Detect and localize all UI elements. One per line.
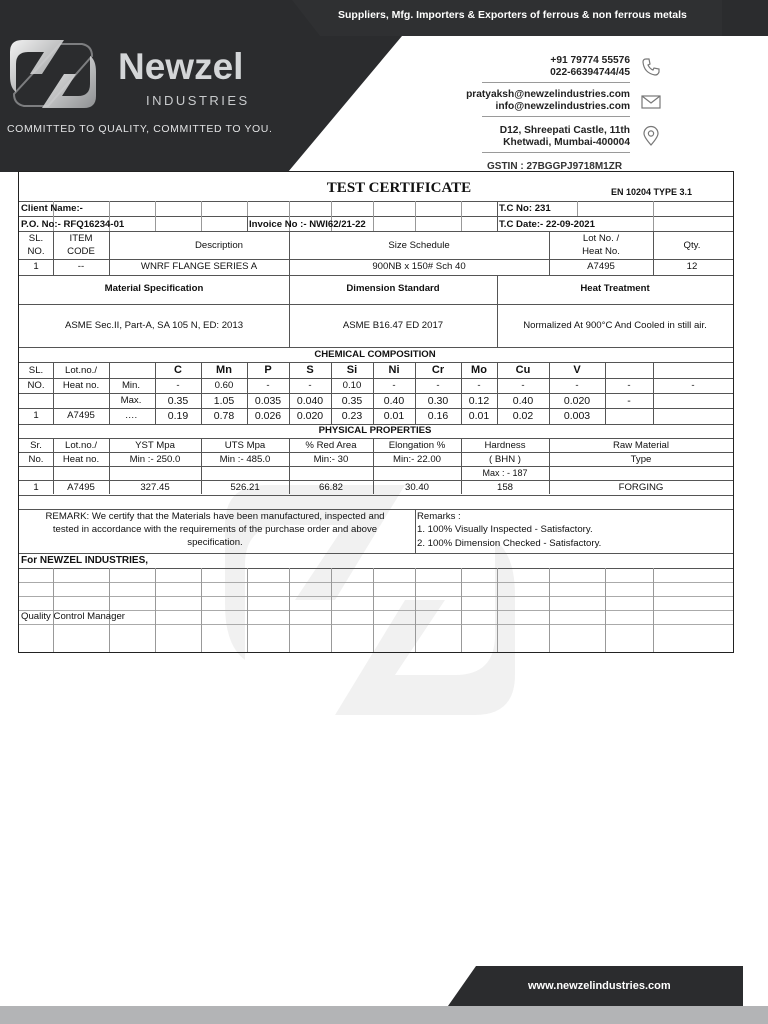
physical-properties-title: PHYSICAL PROPERTIES bbox=[318, 425, 432, 436]
phone-1: +91 79774 55576 bbox=[550, 55, 630, 66]
test-certificate bbox=[18, 171, 734, 653]
phys-elong-min: Min:- 22.00 bbox=[393, 454, 441, 465]
element-v: V bbox=[573, 364, 581, 376]
min-value: - bbox=[627, 380, 631, 391]
col-description: Description bbox=[195, 240, 243, 251]
phys-red-min: Min:- 30 bbox=[313, 454, 349, 465]
item-description: WNRF FLANGE SERIES A bbox=[140, 261, 258, 272]
col-no: NO. bbox=[27, 246, 45, 257]
item-sl: 1 bbox=[33, 261, 39, 272]
col-code: CODE bbox=[67, 246, 95, 257]
min-value: - bbox=[477, 380, 481, 391]
phys-col-elongation: Elongation % bbox=[388, 440, 446, 451]
phys-row-red-area: 66.82 bbox=[318, 482, 344, 493]
item-size: 900NB x 150# Sch 40 bbox=[372, 261, 466, 272]
gstin: GSTIN : 27BGGPJ9718M1ZR bbox=[487, 161, 623, 172]
col-lot: Lot No. / bbox=[582, 233, 620, 244]
remark-item-1: 1. 100% Visually Inspected - Satisfactory. bbox=[417, 524, 593, 535]
mail-icon bbox=[640, 91, 662, 113]
max-value: - bbox=[627, 395, 631, 407]
contact-divider bbox=[482, 152, 630, 153]
dimension-standard-value: ASME B16.47 ED 2017 bbox=[342, 320, 444, 331]
chem-col-sl: SL. bbox=[28, 365, 44, 376]
item-code: -- bbox=[77, 261, 85, 272]
heat-treatment-header: Heat Treatment bbox=[580, 283, 650, 294]
max-value: 0.40 bbox=[512, 395, 534, 407]
phys-col-no: No. bbox=[28, 454, 44, 465]
element-ni: Ni bbox=[388, 364, 400, 376]
phys-col-type: Type bbox=[630, 454, 652, 465]
phys-row-sr: 1 bbox=[33, 482, 39, 493]
min-value: - bbox=[176, 380, 180, 391]
phys-uts-min: Min :- 485.0 bbox=[219, 454, 271, 465]
brand-name: Newzel bbox=[118, 46, 244, 87]
max-value: 0.40 bbox=[383, 395, 405, 407]
remark-text-1: REMARK: We certify that the Materials have been manufactured, inspected and bbox=[45, 511, 385, 522]
phys-row-hardness: 158 bbox=[496, 482, 514, 493]
chemical-composition-title: CHEMICAL COMPOSITION bbox=[314, 349, 436, 360]
chem-col-lot: Lot.no./ bbox=[64, 365, 98, 376]
phys-col-heat: Heat no. bbox=[62, 454, 100, 465]
min-value: - bbox=[392, 380, 396, 391]
company-motto: COMMITTED TO QUALITY, COMMITTED TO YOU. bbox=[7, 123, 273, 135]
material-spec-header: Material Specification bbox=[104, 283, 204, 294]
element-s: S bbox=[306, 364, 314, 376]
phys-yst-min: Min :- 250.0 bbox=[129, 454, 181, 465]
item-qty: 12 bbox=[686, 261, 698, 272]
phys-col-yst: YST Mpa bbox=[135, 440, 175, 451]
footer-website: www.newzelindustries.com bbox=[528, 980, 671, 992]
element-p: P bbox=[264, 364, 272, 376]
remark-item-2: 2. 100% Dimension Checked - Satisfactory. bbox=[417, 538, 602, 549]
heat-treatment-value: Normalized At 900°C And Cooled in still air. bbox=[523, 320, 707, 331]
col-item: ITEM bbox=[69, 233, 93, 244]
result-value: 0.78 bbox=[213, 410, 235, 422]
col-sl: SL. bbox=[28, 233, 44, 244]
material-spec-value: ASME Sec.II, Part-A, SA 105 N, ED: 2013 bbox=[64, 320, 244, 331]
min-value: - bbox=[521, 380, 525, 391]
result-value: 0.020 bbox=[296, 410, 324, 422]
email-1: pratyaksh@newzelindustries.com bbox=[466, 89, 630, 100]
max-value: 0.35 bbox=[341, 395, 363, 407]
phys-hardness-unit: ( BHN ) bbox=[489, 454, 521, 465]
phys-col-sr: Sr. bbox=[30, 440, 42, 451]
remarks-label: Remarks : bbox=[417, 511, 461, 522]
email-2: info@newzelindustries.com bbox=[495, 101, 630, 112]
signatory-title: Quality Control Manager bbox=[21, 611, 125, 622]
element-cu: Cu bbox=[515, 364, 531, 376]
max-value: 0.35 bbox=[167, 395, 189, 407]
result-value: 0.16 bbox=[427, 410, 449, 422]
phone-2: 022-66394744/45 bbox=[550, 67, 630, 78]
chem-result-lot: A7495 bbox=[67, 410, 95, 421]
chem-col-heat: Heat no. bbox=[62, 380, 100, 391]
phys-col-hardness: Hardness bbox=[484, 440, 526, 451]
invoice-number: Invoice No :- NWI62/21-22 bbox=[249, 219, 366, 230]
element-cr: Cr bbox=[431, 364, 445, 376]
element-c: C bbox=[174, 364, 182, 376]
header-tagline: Suppliers, Mfg. Importers & Exporters of ferrous & non ferrous metals bbox=[338, 9, 687, 21]
contact-divider bbox=[482, 116, 630, 117]
result-value: 0.003 bbox=[563, 410, 591, 422]
chem-col-no: NO. bbox=[27, 380, 45, 391]
phys-hardness-max: Max : - 187 bbox=[482, 468, 528, 478]
min-value: - bbox=[575, 380, 579, 391]
address-line-1: D12, Shreepati Castle, 11th bbox=[499, 125, 630, 136]
brand-subtitle: INDUSTRIES bbox=[146, 93, 250, 108]
tc-number: T.C No: 231 bbox=[499, 203, 551, 214]
remark-text-2: tested in accordance with the requirements of the purchase order and above bbox=[52, 524, 378, 535]
result-value: 0.01 bbox=[383, 410, 405, 422]
min-value: - bbox=[308, 380, 312, 391]
min-label: Min. bbox=[121, 380, 141, 391]
chem-result-sl: 1 bbox=[33, 410, 39, 421]
item-lot: A7495 bbox=[587, 261, 615, 272]
element-mn: Mn bbox=[216, 364, 232, 376]
result-value: 0.23 bbox=[341, 410, 363, 422]
min-value: - bbox=[436, 380, 440, 391]
phys-col-uts: UTS Mpa bbox=[224, 440, 266, 451]
po-number: P.O. No:- RFQ16234-01 bbox=[21, 219, 125, 230]
phone-icon bbox=[640, 56, 662, 78]
location-icon bbox=[640, 125, 662, 147]
min-value: 0.10 bbox=[342, 380, 362, 391]
element-mo: Mo bbox=[471, 364, 487, 376]
min-value: - bbox=[266, 380, 270, 391]
company-sign-line: For NEWZEL INDUSTRIES, bbox=[21, 555, 149, 566]
max-value: 0.035 bbox=[254, 395, 282, 407]
result-value: 0.01 bbox=[468, 410, 490, 422]
chem-result-dots: …. bbox=[124, 410, 138, 421]
max-value: 0.020 bbox=[563, 395, 591, 407]
max-value: 0.12 bbox=[468, 395, 490, 407]
result-value: 0.19 bbox=[167, 410, 189, 422]
max-value: 0.040 bbox=[296, 395, 324, 407]
max-value: 0.30 bbox=[427, 395, 449, 407]
phys-row-lot: A7495 bbox=[67, 482, 95, 493]
element-si: Si bbox=[346, 364, 358, 376]
min-value: 0.60 bbox=[214, 380, 234, 391]
col-qty: Qty. bbox=[683, 240, 701, 251]
certificate-title: TEST CERTIFICATE bbox=[326, 180, 472, 196]
phys-row-raw-material: FORGING bbox=[618, 482, 664, 493]
col-heat: Heat No. bbox=[582, 246, 620, 257]
contact-divider bbox=[482, 82, 630, 83]
phys-row-uts: 526.21 bbox=[230, 482, 260, 493]
client-name-label: Client Name:- bbox=[21, 203, 83, 214]
result-value: 0.02 bbox=[512, 410, 534, 422]
remark-text-3: specification. bbox=[187, 537, 243, 548]
phys-row-elongation: 30.40 bbox=[404, 482, 430, 493]
phys-row-yst: 327.45 bbox=[140, 482, 170, 493]
certificate-standard: EN 10204 TYPE 3.1 bbox=[611, 187, 693, 197]
col-size-schedule: Size Schedule bbox=[388, 240, 450, 251]
phys-col-red-area: % Red Area bbox=[305, 440, 357, 451]
tc-date: T.C Date:- 22-09-2021 bbox=[499, 219, 595, 230]
min-value: - bbox=[691, 380, 695, 391]
result-value: 0.026 bbox=[254, 410, 282, 422]
newzel-logo-icon bbox=[8, 36, 98, 112]
address-line-2: Khetwadi, Mumbai-400004 bbox=[503, 137, 630, 148]
phys-col-raw-material: Raw Material bbox=[613, 440, 669, 451]
max-label: Max. bbox=[120, 395, 142, 406]
footer-strip bbox=[0, 1006, 768, 1024]
max-value: 1.05 bbox=[213, 395, 235, 407]
phys-col-lot: Lot.no./ bbox=[64, 440, 98, 451]
dimension-standard-header: Dimension Standard bbox=[346, 283, 440, 294]
